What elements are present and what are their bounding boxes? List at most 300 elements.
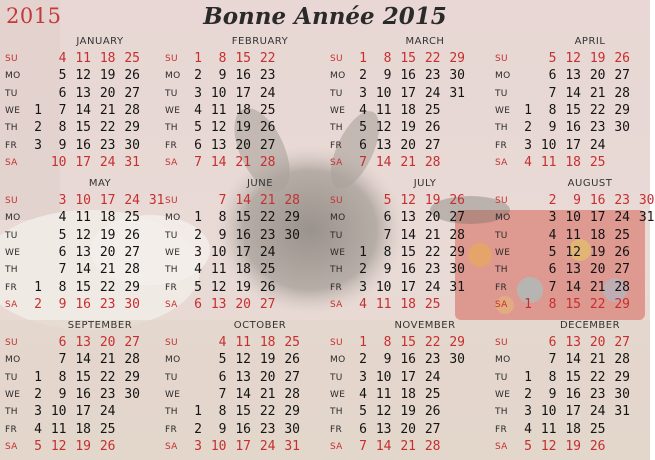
day-number: 9 [58,296,67,312]
day-number: 23 [424,262,441,278]
day-number: 14 [400,227,416,243]
weekday-label: TU [5,230,18,241]
weekday-label: SA [330,299,343,310]
day-number: 8 [548,369,557,385]
day-number: 28 [284,193,300,208]
day-number: 5 [58,227,67,243]
day-number: 24 [589,137,606,153]
day-number: 13 [235,369,251,385]
day-number: 21 [259,386,276,402]
day-number: 23 [99,386,116,402]
day-number: 27 [259,137,276,153]
weekday-label: MO [165,355,181,366]
weekday-label: FR [165,282,178,293]
day-number: 17 [400,369,416,385]
day-number: 21 [400,154,416,170]
day-number: 15 [75,279,91,295]
weekday-label: WE [495,389,511,400]
day-number: 1 [194,210,202,226]
day-number: 28 [424,154,441,170]
weekday-label: WE [495,247,511,258]
day-number: 21 [99,352,116,368]
day-number: 31 [124,154,140,170]
day-number: 5 [218,352,227,368]
month-name-october: OCTOBER [233,320,287,331]
day-number: 17 [400,279,416,295]
weekday-label: TU [330,230,343,241]
weekday-label: SU [330,54,343,64]
day-number: 28 [124,102,140,118]
day-number: 22 [424,51,441,66]
day-number: 15 [75,120,91,136]
day-number: 3 [359,279,367,295]
day-number: 27 [284,369,300,385]
day-number: 23 [424,352,441,368]
day-number: 26 [589,438,606,454]
weekday-label: FR [5,424,18,435]
day-number: 19 [565,438,581,454]
day-number: 9 [383,352,392,368]
day-number: 24 [424,85,441,101]
day-number: 11 [210,262,227,278]
day-number: 6 [218,369,227,385]
day-number: 17 [565,137,581,153]
weekday-label: FR [165,140,178,151]
day-number: 9 [218,227,227,243]
day-number: 13 [75,85,91,101]
day-number: 28 [614,279,630,295]
day-number: 26 [99,438,116,454]
day-number: 23 [259,227,276,243]
month-name-may: MAY [88,178,112,189]
day-number: 7 [383,227,392,243]
day-number: 28 [424,438,441,454]
day-number: 5 [194,279,202,295]
day-number: 11 [75,51,91,66]
day-number: 21 [99,262,116,278]
day-number: 28 [614,85,630,101]
day-number: 20 [589,262,606,278]
day-number: 12 [540,438,557,454]
day-number: 13 [565,335,581,350]
day-number: 14 [235,193,251,208]
day-number: 13 [400,210,416,226]
day-number: 16 [235,227,251,243]
day-number: 6 [194,137,202,153]
day-number: 20 [99,244,116,260]
day-number: 16 [235,68,251,84]
day-number: 22 [259,404,276,420]
day-number: 21 [589,279,606,295]
day-number: 14 [375,154,392,170]
day-number: 2 [194,227,202,243]
weekday-label: FR [5,140,18,151]
day-number: 12 [565,51,581,66]
day-number: 23 [614,193,630,208]
day-number: 24 [124,193,140,208]
day-number: 12 [400,193,416,208]
day-number: 25 [124,51,140,66]
day-number: 27 [614,335,630,350]
day-number: 24 [99,154,116,170]
weekday-label: SA [495,157,508,168]
day-number: 22 [99,279,116,295]
weekday-label: SU [165,196,178,206]
day-number: 22 [259,51,276,66]
day-number: 3 [58,193,67,208]
month-name-august: AUGUST [567,178,613,189]
day-number: 10 [75,193,91,208]
day-number: 20 [235,137,251,153]
day-number: 22 [424,335,441,350]
weekday-label: SU [330,196,343,206]
weekday-label: MO [5,71,21,82]
day-number: 11 [210,102,227,118]
month-name-march: MARCH [405,36,445,47]
day-number: 15 [235,51,251,66]
day-number: 9 [218,421,227,437]
day-number: 13 [75,244,91,260]
weekday-label: SU [5,54,18,64]
weekday-label: TH [165,407,178,418]
day-number: 10 [210,85,227,101]
day-number: 14 [565,352,581,368]
day-number: 28 [449,227,465,243]
day-number: 4 [524,421,532,437]
day-number: 27 [424,421,441,437]
day-number: 12 [375,404,392,420]
day-number: 19 [99,227,116,243]
day-number: 21 [235,154,251,170]
weekday-label: TH [330,407,343,418]
day-number: 24 [99,404,116,420]
day-number: 4 [524,154,532,170]
weekday-label: WE [165,105,181,116]
page-title: Bonne Année 2015 [203,3,447,30]
day-number: 15 [565,369,581,385]
day-number: 15 [235,404,251,420]
day-number: 19 [589,244,606,260]
day-number: 5 [548,244,557,260]
day-number: 5 [359,120,367,136]
weekday-label: SU [5,196,18,206]
day-number: 2 [524,386,532,402]
day-number: 16 [400,262,416,278]
day-number: 14 [75,262,91,278]
day-number: 10 [375,369,392,385]
day-number: 10 [565,210,581,226]
day-number: 2 [359,68,367,84]
day-number: 29 [449,51,465,66]
day-number: 17 [235,244,251,260]
weekday-label: TH [5,123,18,134]
day-number: 31 [284,438,300,454]
day-number: 24 [424,279,441,295]
day-number: 10 [375,85,392,101]
day-number: 10 [375,279,392,295]
day-number: 17 [589,210,606,226]
weekday-label: TU [495,230,508,241]
day-number: 23 [589,120,606,136]
day-number: 23 [259,421,276,437]
day-number: 8 [218,404,227,420]
day-number: 8 [383,51,392,66]
day-number: 9 [58,137,67,153]
day-number: 30 [614,120,630,136]
day-number: 22 [589,296,606,312]
day-number: 5 [524,438,532,454]
day-number: 16 [75,137,91,153]
day-number: 15 [235,210,251,226]
weekday-label: FR [495,140,508,151]
weekday-label: SU [165,338,178,348]
day-number: 6 [548,335,557,350]
weekday-label: FR [330,424,343,435]
day-number: 4 [359,102,367,118]
day-number: 17 [565,404,581,420]
day-number: 4 [58,51,67,66]
day-number: 24 [589,404,606,420]
day-number: 9 [383,262,392,278]
day-number: 23 [259,68,276,84]
day-number: 1 [524,102,532,118]
day-number: 7 [58,102,67,118]
day-number: 13 [565,68,581,84]
weekday-label: SA [495,299,508,310]
day-number: 22 [424,244,441,260]
day-number: 19 [235,279,251,295]
day-number: 19 [235,120,251,136]
day-number: 4 [218,335,227,350]
day-number: 14 [565,85,581,101]
day-number: 30 [614,386,630,402]
day-number: 18 [565,421,581,437]
day-number: 28 [124,352,140,368]
day-number: 7 [58,262,67,278]
day-number: 15 [565,102,581,118]
day-number: 27 [449,210,465,226]
day-number: 7 [359,438,367,454]
day-number: 15 [400,51,416,66]
weekday-label: MO [495,355,511,366]
day-number: 9 [548,386,557,402]
day-number: 23 [424,68,441,84]
day-number: 30 [124,386,140,402]
day-number: 31 [449,85,465,101]
day-number: 19 [424,193,441,208]
weekday-label: SU [495,196,508,206]
weekday-label: SA [165,157,178,168]
weekday-label: WE [495,105,511,116]
day-number: 29 [124,279,140,295]
day-number: 18 [565,154,581,170]
day-number: 19 [400,404,416,420]
day-number: 27 [424,137,441,153]
weekday-label: TU [330,372,343,383]
day-number: 23 [589,386,606,402]
day-number: 2 [194,421,202,437]
weekday-label: TH [330,265,343,276]
day-number: 22 [99,120,116,136]
day-number: 29 [614,102,630,118]
day-number: 10 [210,438,227,454]
weekday-label: WE [5,389,21,400]
day-number: 2 [359,262,367,278]
day-number: 7 [548,85,557,101]
weekday-label: MO [5,355,21,366]
weekday-label: TH [495,407,508,418]
weekday-label: FR [495,282,508,293]
day-number: 9 [218,68,227,84]
day-number: 20 [99,335,116,350]
day-number: 8 [218,51,227,66]
day-number: 19 [259,352,276,368]
day-number: 16 [565,386,581,402]
weekday-label: TU [5,372,18,383]
day-number: 12 [375,120,392,136]
day-number: 21 [99,102,116,118]
day-number: 12 [75,227,91,243]
day-number: 13 [565,262,581,278]
day-number: 3 [194,244,202,260]
day-number: 12 [210,279,227,295]
day-number: 30 [124,296,140,312]
month-name-june: JUNE [246,178,274,189]
day-number: 2 [548,193,557,208]
day-number: 31 [638,210,655,226]
day-number: 18 [400,102,416,118]
day-number: 26 [259,279,276,295]
day-number: 1 [34,279,42,295]
day-number: 26 [284,352,300,368]
day-number: 24 [259,438,276,454]
day-number: 12 [565,244,581,260]
day-number: 20 [259,369,276,385]
weekday-label: FR [165,424,178,435]
day-number: 9 [573,193,581,208]
day-number: 17 [75,154,91,170]
weekday-label: SU [165,54,178,64]
day-number: 17 [235,438,251,454]
day-number: 26 [449,193,465,208]
day-number: 11 [375,386,392,402]
day-number: 23 [99,296,116,312]
day-number: 21 [259,193,276,208]
day-number: 14 [75,102,91,118]
month-name-february: FEBRUARY [231,36,289,47]
month-name-november: NOVEMBER [394,320,456,331]
weekday-label: FR [330,282,343,293]
weekday-label: TU [330,88,343,99]
day-number: 13 [375,137,392,153]
day-number: 25 [99,421,116,437]
day-number: 8 [218,210,227,226]
day-number: 5 [194,120,202,136]
weekday-label: SA [5,441,18,452]
day-number: 25 [589,154,606,170]
day-number: 6 [359,137,367,153]
day-number: 16 [75,296,91,312]
day-number: 18 [235,262,251,278]
day-number: 26 [614,244,630,260]
day-number: 19 [589,51,606,66]
day-number: 19 [75,438,91,454]
day-number: 6 [548,262,557,278]
day-number: 25 [424,296,441,312]
day-number: 17 [99,193,116,208]
weekday-label: SA [330,441,343,452]
day-number: 17 [400,85,416,101]
day-number: 3 [548,210,557,226]
day-number: 9 [548,120,557,136]
day-number: 1 [194,404,202,420]
weekday-label: WE [5,105,21,116]
month-name-december: DECEMBER [559,320,621,331]
day-number: 26 [124,227,140,243]
day-number: 5 [383,193,392,208]
day-number: 12 [50,438,67,454]
weekday-label: WE [330,105,346,116]
weekday-label: TU [165,372,178,383]
day-number: 11 [565,227,581,243]
day-number: 1 [359,51,367,66]
weekday-label: MO [165,71,181,82]
day-number: 22 [589,369,606,385]
day-number: 18 [75,421,91,437]
weekday-label: FR [5,282,18,293]
day-number: 29 [124,369,140,385]
day-number: 20 [400,137,416,153]
weekday-label: SA [165,441,178,452]
day-number: 14 [210,154,227,170]
day-number: 8 [383,335,392,350]
day-number: 5 [359,404,367,420]
weekday-label: TU [495,372,508,383]
weekday-label: MO [165,213,181,224]
day-number: 27 [614,262,630,278]
day-number: 12 [75,68,91,84]
weekday-label: WE [165,389,181,400]
weekday-label: TH [165,123,178,134]
day-number: 2 [34,296,42,312]
day-number: 7 [548,279,557,295]
day-number: 4 [34,421,42,437]
day-number: 4 [548,227,557,243]
weekday-label: WE [330,247,346,258]
day-number: 16 [589,193,606,208]
day-number: 31 [148,193,165,208]
day-number: 21 [400,438,416,454]
month-name-september: SEPTEMBER [67,320,133,331]
day-number: 10 [540,137,557,153]
day-number: 8 [548,102,557,118]
day-number: 14 [565,279,581,295]
day-number: 10 [540,404,557,420]
day-number: 15 [400,335,416,350]
day-number: 20 [589,68,606,84]
day-number: 6 [58,85,67,101]
day-number: 20 [589,335,606,350]
day-number: 27 [259,296,276,312]
day-number: 1 [524,296,532,312]
day-number: 29 [124,120,140,136]
day-number: 29 [614,369,630,385]
day-number: 20 [424,210,441,226]
month-name-july: JULY [413,178,437,189]
weekday-label: MO [330,71,346,82]
day-number: 13 [210,296,227,312]
weekday-label: MO [495,213,511,224]
